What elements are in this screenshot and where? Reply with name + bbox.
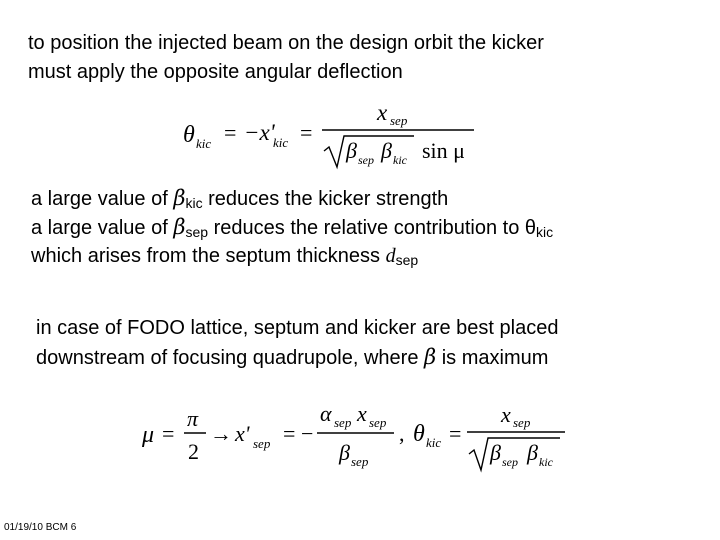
point-2-sub: sep [185, 224, 209, 240]
intro-line-2: must apply the opposite angular deflection [28, 61, 403, 83]
eq1-num-x: x [377, 100, 388, 125]
point-1-sub: kic [185, 195, 203, 211]
eq2-xprime: x' [235, 421, 250, 446]
point-septum-thickness [31, 242, 418, 275]
eq2-mu: μ [142, 422, 155, 448]
equation-kicker-angle [180, 100, 500, 170]
eq2-beta-sub: sep [351, 454, 369, 469]
eq2-den-beta-1-sub: sep [502, 455, 518, 469]
intro-line-1: to position the injected beam on the design orbit the kicker [28, 32, 544, 54]
eq2-theta: θ [413, 421, 425, 447]
eq2-equals-3: = [449, 421, 462, 446]
eq1-beta-1: β [346, 138, 357, 163]
fodo-line-2 [36, 343, 548, 373]
eq2-alpha: α [320, 401, 332, 426]
eq2-comma: , [399, 421, 405, 446]
point-2-text-b: reduces the relative contribution to [208, 217, 525, 239]
eq1-beta-1-sub: sep [358, 153, 374, 167]
point-3-sub: sep [395, 252, 419, 268]
eq2-x-sub: sep [369, 415, 387, 430]
eq2-den-beta-2: β [527, 440, 538, 465]
eq1-num-sub: sep [390, 113, 408, 128]
beta-symbol: β [173, 186, 186, 210]
point-2-text-a: a large value of [31, 217, 174, 239]
eq2-equals-2: = [283, 421, 296, 446]
eq1-equals-2: = [300, 120, 313, 145]
eq2-num-x: x [501, 402, 511, 427]
eq2-arrow: → [210, 421, 232, 446]
eq2-xprime-sub: sep [253, 436, 271, 451]
eq2-den-beta-1: β [490, 440, 501, 465]
eq2-two: 2 [188, 439, 199, 464]
point-1-text-b: reduces the kicker strength [202, 188, 449, 210]
eq1-theta-sub: kic [196, 136, 212, 151]
eq2-alpha-sub: sep [334, 415, 352, 430]
slide-footer: 01/19/10 BCM 6 [4, 522, 77, 533]
theta-symbol: θ [524, 217, 537, 239]
point-1-text-a: a large value of [31, 188, 174, 210]
eq1-beta-2: β [381, 138, 392, 163]
fodo-text-b: is maximum [436, 347, 549, 369]
equation-phase-advance [140, 398, 600, 478]
eq2-x: x [357, 401, 367, 426]
beta-symbol: β [173, 215, 186, 239]
eq1-xprime-sub: kic [273, 135, 289, 150]
eq2-num-x-sub: sep [513, 415, 531, 430]
d-symbol: d [385, 245, 396, 267]
eq2-minus: − [301, 421, 314, 446]
eq2-equals: = [162, 421, 175, 446]
eq1-equals: = [224, 120, 237, 145]
eq1-minus-xprime: −x' [244, 120, 275, 145]
eq2-den-beta-2-sub: kic [539, 455, 553, 469]
eq1-sin-mu: sin μ [422, 138, 465, 163]
fodo-line-1: in case of FODO lattice, septum and kicker are best placed [36, 317, 559, 339]
eq2-theta-sub: kic [426, 435, 442, 450]
beta-symbol: β [424, 345, 437, 369]
point-3-text: which arises from the septum thickness [31, 245, 386, 267]
eq2-beta: β [339, 440, 350, 465]
point-2-theta-sub: kic [536, 224, 554, 240]
eq1-theta: θ [183, 122, 195, 148]
eq2-pi: π [187, 406, 199, 431]
eq1-beta-2-sub: kic [393, 153, 407, 167]
fodo-text-a: downstream of focusing quadrupole, where [36, 347, 425, 369]
